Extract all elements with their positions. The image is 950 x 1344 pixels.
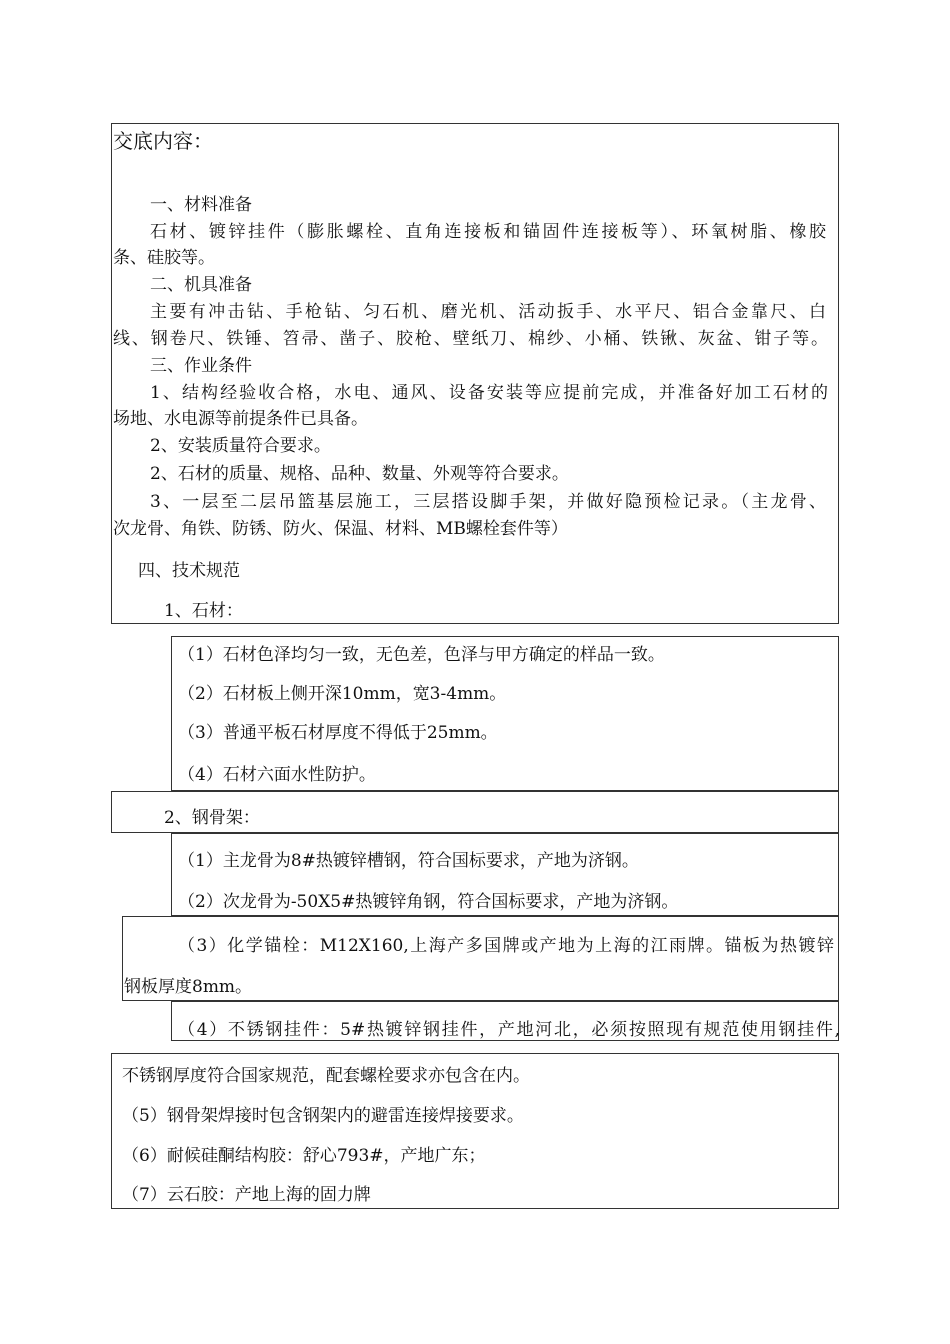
stone-item-3: （3）普通平板石材厚度不得低于25mm。	[178, 723, 498, 743]
tools-line-1: 主要有冲击钻、手枪钻、匀石机、磨光机、活动扳手、水平尺、铝合金靠尺、白	[150, 302, 826, 322]
materials-heading: 一、材料准备	[150, 195, 252, 215]
stone-subheading: 1、石材：	[164, 601, 243, 621]
steel-item-3-line-2: 钢板厚度8mm。	[124, 977, 253, 997]
stone-item-2: （2）石材板上侧开深10mm，宽3-4mm。	[178, 684, 507, 704]
steel-item-4-line-1: （4）不锈钢挂件：5#热镀锌钢挂件，产地河北，必须按照现有规范使用钢挂件,	[178, 1020, 840, 1040]
condition-2: 2、安装质量符合要求。	[150, 436, 331, 456]
conditions-heading: 三、作业条件	[150, 356, 252, 376]
steel-item-1: （1）主龙骨为8#热镀锌槽钢，符合国标要求，产地为济钢。	[178, 851, 639, 871]
stone-item-4: （4）石材六面水性防护。	[178, 765, 376, 785]
page-title: 交底内容：	[113, 129, 213, 153]
materials-line-2: 条、硅胶等。	[113, 248, 215, 268]
tools-line-2: 线、钢卷尺、铁锤、笤帚、凿子、胶枪、壁纸刀、棉纱、小桶、铁锹、灰盆、钳子等。	[113, 329, 828, 349]
steel-subheading: 2、钢骨架：	[164, 808, 260, 828]
steel-item-6: （6）耐候硅酮结构胶：舒心793#，产地广东；	[122, 1146, 486, 1166]
stone-item-1: （1）石材色泽均匀一致，无色差，色泽与甲方确定的样品一致。	[178, 645, 665, 665]
condition-1-line-1: 1、结构经验收合格，水电、通风、设备安装等应提前完成，并准备好加工石材的	[150, 383, 828, 403]
steel-item-4-line-2: 不锈钢厚度符合国家规范，配套螺栓要求亦包含在内。	[122, 1066, 530, 1086]
steel-item-7: （7）云石胶：产地上海的固力牌	[122, 1185, 371, 1205]
condition-3: 2、石材的质量、规格、品种、数量、外观等符合要求。	[150, 464, 569, 484]
steel-item-2: （2）次龙骨为-50X5#热镀锌角钢，符合国标要求，产地为济钢。	[178, 892, 679, 912]
steel-item-3-line-1: （3）化学锚栓：M12X160,上海产多国牌或产地为上海的江雨牌。锚板为热镀锌	[178, 936, 834, 956]
steel-item-5: （5）钢骨架焊接时包含钢架内的避雷连接焊接要求。	[122, 1106, 524, 1126]
condition-4-line-2: 次龙骨、角铁、防锈、防火、保温、材料、MB螺栓套件等）	[113, 519, 568, 539]
tools-heading: 二、机具准备	[150, 275, 252, 295]
tech-spec-heading: 四、技术规范	[138, 561, 240, 581]
condition-4-line-1: 3、一层至二层吊篮基层施工，三层搭设脚手架，并做好隐预检记录。（主龙骨、	[150, 492, 826, 512]
materials-line-1: 石材、镀锌挂件（膨胀螺栓、直角连接板和锚固件连接板等）、环氧树脂、橡胶	[150, 222, 826, 242]
condition-1-line-2: 场地、水电源等前提条件已具备。	[113, 409, 368, 429]
